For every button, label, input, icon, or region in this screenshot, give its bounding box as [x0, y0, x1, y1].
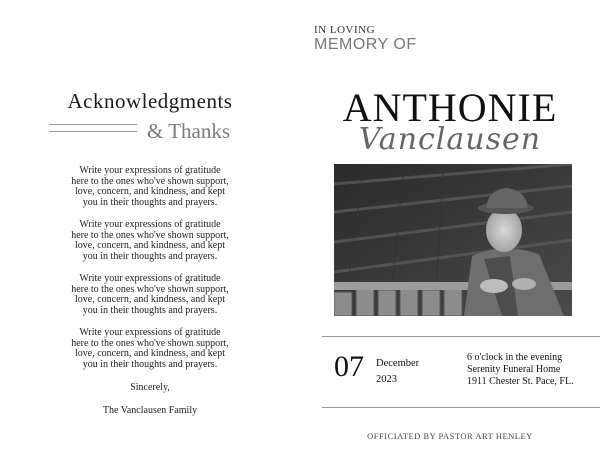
paragraph-line: love, concern, and kindness, and kept [75, 240, 225, 251]
service-address: 1911 Chester St. Pace, FL. [467, 376, 574, 387]
paragraph-line: Write your expressions of gratitude [79, 327, 221, 338]
paragraph-line: here to the ones who've shown support, [71, 175, 229, 187]
service-month: December [376, 358, 420, 369]
portrait-image [334, 164, 572, 316]
divider-line [49, 131, 137, 132]
paragraph-line: love, concern, and kindness, and kept [75, 348, 225, 359]
paragraph-line: you in their thoughts and prayers. [82, 358, 218, 370]
sincerely-text: Sincerely, [130, 382, 170, 393]
paragraph-line: you in their thoughts and prayers. [82, 250, 218, 262]
paragraph-line: here to the ones who've shown support, [71, 283, 229, 295]
memory-of-label: MEMORY OF [314, 36, 417, 53]
paragraph-line: Write your expressions of gratitude [79, 219, 221, 230]
memorial-panel [300, 0, 600, 464]
deceased-first-name: ANTHONIE [342, 85, 558, 130]
service-year: 2023 [376, 374, 397, 385]
paragraph-line: love, concern, and kindness, and kept [75, 294, 225, 305]
acknowledgments-body [0, 166, 300, 416]
paragraph-line: love, concern, and kindness, and kept [75, 186, 225, 197]
service-details [467, 352, 574, 388]
paragraph-line: here to the ones who've shown support, [71, 337, 229, 349]
decorative-lines [49, 124, 137, 138]
paragraph-line: you in their thoughts and prayers. [82, 304, 218, 316]
section-divider [322, 407, 600, 408]
divider-line [49, 124, 137, 125]
gratitude-paragraph [0, 166, 300, 208]
acknowledgments-subtitle: & Thanks [147, 119, 231, 143]
gratitude-paragraph [0, 274, 300, 316]
paragraph-line: Write your expressions of gratitude [79, 165, 221, 176]
family-signature: The Vanclausen Family [102, 405, 198, 416]
paragraph-line: here to the ones who've shown support, [71, 229, 229, 241]
paragraph-line: Write your expressions of gratitude [79, 273, 221, 284]
officiated-by: OFFICIATED BY PASTOR ART HENLEY [367, 431, 533, 441]
gratitude-paragraph [0, 328, 300, 370]
service-day: 07 [334, 350, 364, 383]
acknowledgments-title: Acknowledgments [67, 89, 233, 113]
paragraph-line: you in their thoughts and prayers. [82, 196, 218, 208]
service-time: 6 o'clock in the evening [467, 352, 563, 363]
gratitude-paragraph [0, 220, 300, 262]
service-venue: Serenity Funeral Home [467, 364, 561, 375]
deceased-last-name: Vanclausen [358, 122, 542, 157]
in-loving-label: IN LOVING [314, 24, 376, 36]
section-divider [322, 336, 600, 337]
portrait-photo [334, 164, 572, 316]
